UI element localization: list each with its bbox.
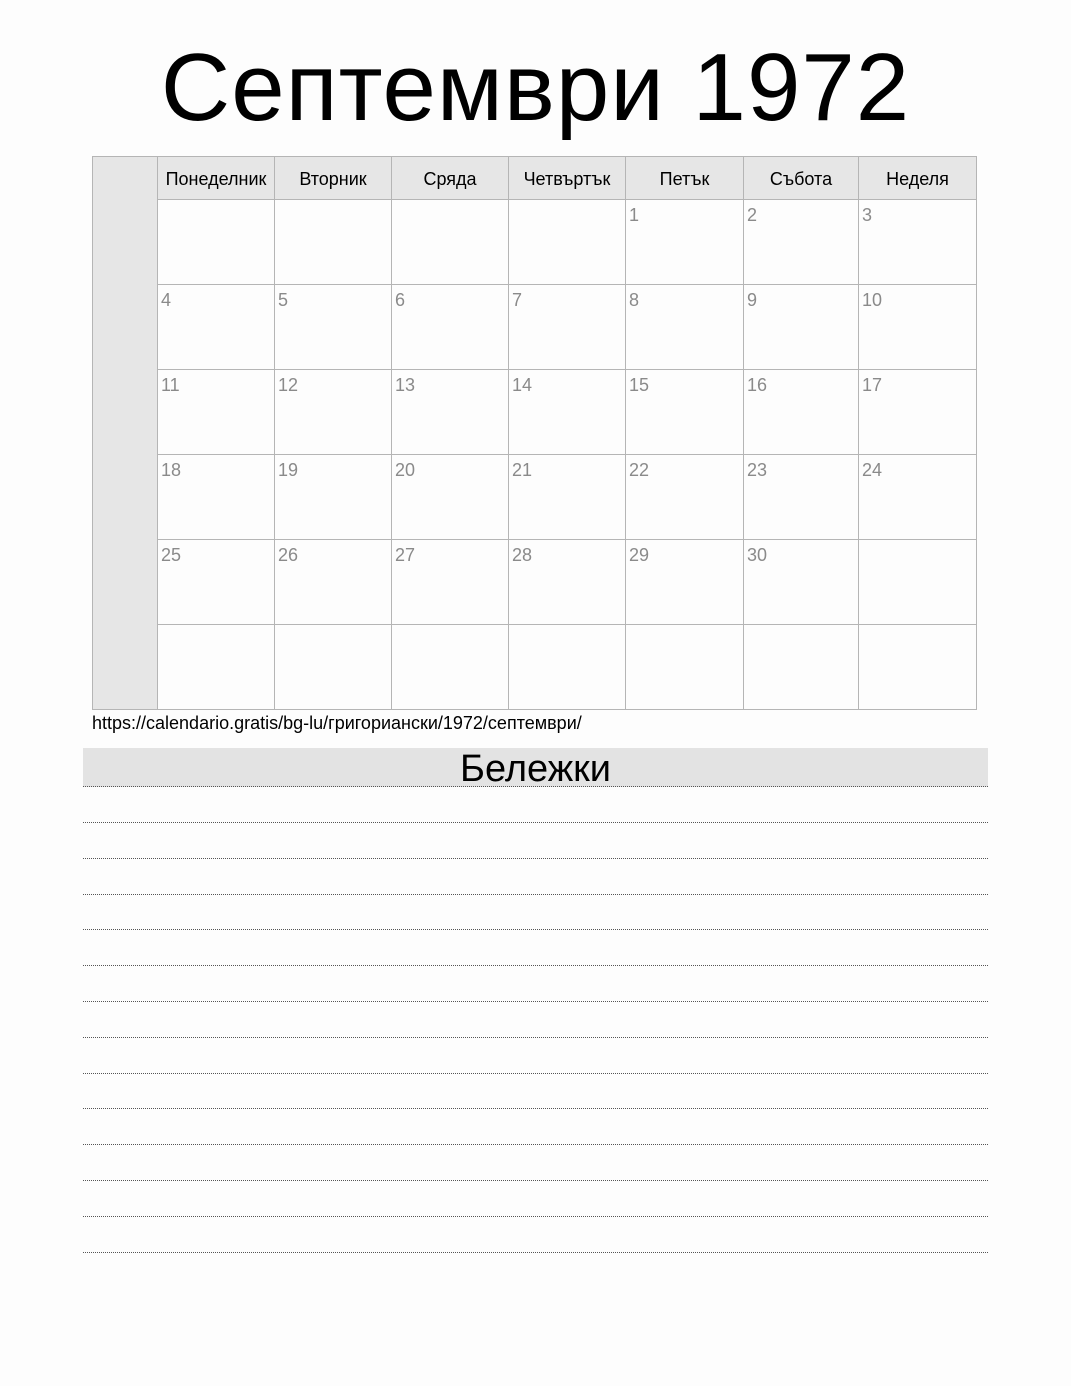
day-cell[interactable] (744, 625, 859, 709)
day-cell[interactable] (275, 455, 392, 540)
day-cell[interactable] (275, 370, 392, 455)
day-cell[interactable] (626, 200, 744, 285)
day-number: 18 (161, 460, 182, 480)
day-cell[interactable] (859, 455, 976, 540)
day-number: 3 (862, 205, 873, 225)
day-cell[interactable] (859, 370, 976, 455)
source-url[interactable]: https://calendario.gratis/bg-lu/григориански/1972/септември/ (92, 713, 582, 733)
day-cell[interactable] (392, 285, 509, 370)
day-cell[interactable] (626, 285, 744, 370)
notes-line (83, 822, 988, 823)
weekday-header: Вторник (275, 157, 392, 200)
day-cell[interactable] (392, 625, 509, 709)
day-cell[interactable] (158, 370, 275, 455)
day-number: 2 (747, 205, 758, 225)
week-number-column (93, 157, 158, 709)
day-cell[interactable] (392, 370, 509, 455)
notes-line (83, 894, 988, 895)
day-number: 25 (161, 545, 182, 565)
day-cell[interactable] (626, 625, 744, 709)
day-cell[interactable] (509, 455, 626, 540)
day-number: 13 (395, 375, 416, 395)
weekday-header: Събота (744, 157, 859, 200)
day-number: 24 (862, 460, 883, 480)
day-cell[interactable] (275, 625, 392, 709)
day-cell[interactable] (158, 200, 275, 285)
day-cell[interactable] (744, 200, 859, 285)
notes-title: Бележки (83, 748, 988, 787)
day-cell[interactable] (626, 370, 744, 455)
day-cell[interactable] (158, 625, 275, 709)
notes-line (83, 1216, 988, 1217)
day-cell[interactable] (158, 285, 275, 370)
notes-line (83, 929, 988, 930)
page-title: Септември 1972 (160, 34, 911, 141)
day-number: 12 (278, 375, 299, 395)
day-number: 16 (747, 375, 768, 395)
day-cell[interactable] (158, 540, 275, 625)
day-number: 21 (512, 460, 533, 480)
day-cell[interactable] (744, 370, 859, 455)
weekday-header: Неделя (859, 157, 976, 200)
notes-line (83, 1001, 988, 1002)
day-cell[interactable] (509, 625, 626, 709)
day-cell[interactable] (509, 370, 626, 455)
day-cell[interactable] (744, 455, 859, 540)
day-number: 20 (395, 460, 416, 480)
weekday-header: Сряда (392, 157, 509, 200)
day-number: 5 (278, 290, 289, 310)
day-cell[interactable] (392, 455, 509, 540)
day-cell[interactable] (859, 285, 976, 370)
day-cell[interactable] (392, 200, 509, 285)
day-number: 8 (629, 290, 640, 310)
day-number: 11 (161, 375, 180, 395)
day-number: 27 (395, 545, 416, 565)
day-cell[interactable] (158, 455, 275, 540)
notes-line (83, 965, 988, 966)
day-cell[interactable] (859, 540, 976, 625)
day-cell[interactable] (509, 285, 626, 370)
day-number: 7 (512, 290, 523, 310)
notes-line (83, 1073, 988, 1074)
day-cell[interactable] (744, 285, 859, 370)
day-number: 17 (862, 375, 883, 395)
notes-line (83, 1108, 988, 1109)
day-number: 26 (278, 545, 299, 565)
day-cell[interactable] (744, 540, 859, 625)
day-number: 23 (747, 460, 768, 480)
day-cell[interactable] (626, 455, 744, 540)
notes-line (83, 1037, 988, 1038)
notes-line (83, 858, 988, 859)
day-cell[interactable] (275, 285, 392, 370)
notes-line (83, 1252, 988, 1253)
day-number: 10 (862, 290, 883, 310)
day-number: 19 (278, 460, 299, 480)
day-number: 4 (161, 290, 172, 310)
day-cell[interactable] (392, 540, 509, 625)
notes-line (83, 1180, 988, 1181)
day-cell[interactable] (275, 540, 392, 625)
day-number: 29 (629, 545, 650, 565)
day-number: 15 (629, 375, 650, 395)
day-cell[interactable] (509, 200, 626, 285)
day-number: 1 (629, 205, 640, 225)
day-cell[interactable] (626, 540, 744, 625)
weekday-header: Понеделник (158, 157, 275, 200)
day-number: 22 (629, 460, 650, 480)
calendar-grid (92, 156, 977, 710)
day-number: 30 (747, 545, 768, 565)
day-cell[interactable] (275, 200, 392, 285)
day-number: 14 (512, 375, 533, 395)
weekday-header: Четвъртък (509, 157, 626, 200)
day-number: 28 (512, 545, 533, 565)
day-number: 6 (395, 290, 406, 310)
day-number: 9 (747, 290, 758, 310)
day-cell[interactable] (859, 625, 976, 709)
notes-line (83, 1144, 988, 1145)
day-cell[interactable] (509, 540, 626, 625)
day-cell[interactable] (859, 200, 976, 285)
weekday-header: Петък (626, 157, 744, 200)
